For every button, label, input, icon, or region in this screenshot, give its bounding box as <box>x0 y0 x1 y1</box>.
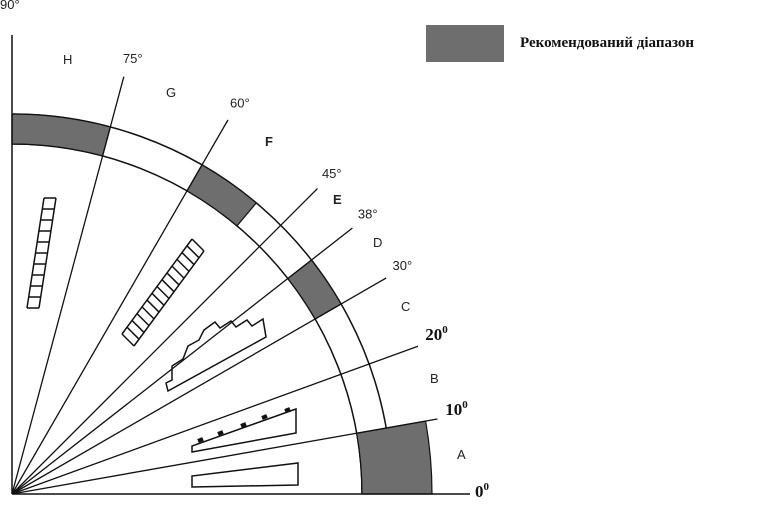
zone-label-a: A <box>457 447 466 462</box>
steep-stairs-icon <box>122 239 204 346</box>
stairs-icon <box>166 319 266 391</box>
angle-label-10: $10^0$ <box>445 398 468 419</box>
ramp-icon <box>192 463 298 487</box>
ray-20 <box>12 346 418 494</box>
zone-label-f: F <box>265 134 273 149</box>
legend-swatch <box>426 25 504 62</box>
angle-label-45: 45° <box>321 166 342 182</box>
recommended-band-0 <box>357 421 432 494</box>
ray-60 <box>12 120 228 494</box>
angle-label-75: 75° <box>122 51 143 67</box>
cleated-ramp-icon <box>192 409 296 452</box>
zone-labels <box>63 52 466 462</box>
angle-label-38: 38° <box>357 206 378 222</box>
zone-label-d: D <box>373 235 383 250</box>
zone-label-c: C <box>401 299 411 314</box>
angle-label-30: 30° <box>392 258 413 273</box>
angle-label-60: 60° <box>230 95 250 111</box>
axis-label-0: $0^0$ <box>475 481 489 501</box>
zone-label-g: G <box>166 85 177 100</box>
recommended-bands <box>12 114 432 494</box>
angle-label-20: $20^0$ <box>425 324 448 345</box>
axis-label-90: 90° <box>0 0 20 12</box>
zone-label-e: E <box>333 192 342 207</box>
recommended-band-3 <box>12 114 110 156</box>
pictograms <box>27 198 298 487</box>
legend-label: Рекомендований діапазон <box>520 35 695 51</box>
legend <box>426 25 694 62</box>
ladder-icon <box>27 198 56 308</box>
zone-label-b: B <box>430 371 439 386</box>
zone-label-h: H <box>63 52 73 67</box>
outer-arc <box>12 114 388 441</box>
ray-38 <box>12 228 352 494</box>
